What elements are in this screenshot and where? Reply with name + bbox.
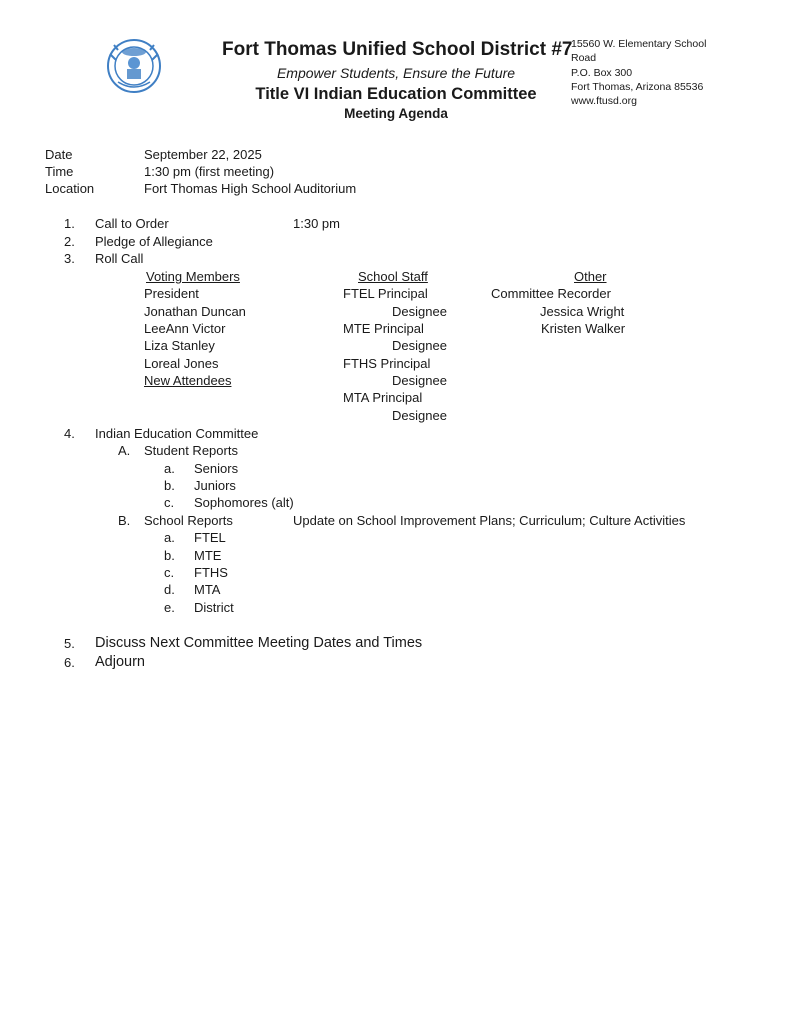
agenda-item-roll-call: Roll Call bbox=[95, 251, 144, 266]
student-report-item: Seniors bbox=[194, 461, 239, 476]
time-value: 1:30 pm (first meeting) bbox=[144, 164, 275, 179]
sub-letter: b. bbox=[164, 478, 175, 493]
staff-role: MTE Principal bbox=[343, 321, 424, 336]
location-label: Location bbox=[45, 181, 95, 196]
staff-role: MTA Principal bbox=[343, 390, 423, 405]
district-name: Fort Thomas Unified School District #7 bbox=[222, 39, 573, 60]
staff-designee: Designee bbox=[392, 408, 447, 423]
school-reports-heading: School Reports bbox=[144, 513, 233, 528]
section-letter: B. bbox=[118, 513, 131, 528]
agenda-item-number: 4. bbox=[64, 426, 75, 441]
sub-letter: a. bbox=[164, 461, 175, 476]
address-line: P.O. Box 300 bbox=[571, 67, 633, 79]
sub-letter: d. bbox=[164, 582, 175, 597]
agenda-item-pledge: Pledge of Allegiance bbox=[95, 234, 213, 249]
school-report-item: FTEL bbox=[194, 530, 226, 545]
school-report-item: FTHS bbox=[194, 565, 228, 580]
agenda-item-next-meeting: Discuss Next Committee Meeting Dates and Times bbox=[95, 635, 423, 651]
voting-member: Liza Stanley bbox=[144, 338, 215, 353]
staff-designee: Designee bbox=[392, 373, 447, 388]
sub-letter: c. bbox=[164, 495, 175, 510]
location-value: Fort Thomas High School Auditorium bbox=[144, 181, 357, 196]
document-type: Meeting Agenda bbox=[344, 106, 448, 121]
staff-role: FTHS Principal bbox=[343, 356, 431, 371]
voting-members-header: Voting Members bbox=[146, 269, 240, 284]
time-label: Time bbox=[45, 164, 74, 179]
sub-letter: c. bbox=[164, 565, 175, 580]
agenda-item-number: 5. bbox=[64, 636, 75, 651]
other-member: Jessica Wright bbox=[540, 304, 625, 319]
address-line: Fort Thomas, Arizona 85536 bbox=[571, 81, 704, 93]
agenda-item-number: 6. bbox=[64, 655, 75, 670]
date-label: Date bbox=[45, 147, 73, 162]
school-staff-header: School Staff bbox=[358, 269, 428, 284]
student-report-item: Juniors bbox=[194, 478, 236, 493]
school-reports-note: Update on School Improvement Plans; Curriculum; Culture Activities bbox=[293, 513, 686, 528]
other-member: Kristen Walker bbox=[541, 321, 626, 336]
student-reports-heading: Student Reports bbox=[144, 443, 238, 458]
address-line: 15560 W. Elementary School bbox=[571, 38, 707, 50]
motto: Empower Students, Ensure the Future bbox=[276, 65, 516, 81]
agenda-item-indian-education-committee: Indian Education Committee bbox=[95, 426, 259, 441]
staff-role: FTEL Principal bbox=[343, 286, 428, 301]
date-value: September 22, 2025 bbox=[144, 147, 262, 162]
call-to-order-time: 1:30 pm bbox=[293, 216, 340, 231]
school-report-item: District bbox=[194, 600, 234, 615]
district-seal-logo bbox=[106, 38, 162, 94]
voting-member: LeeAnn Victor bbox=[144, 321, 226, 336]
other-header: Other bbox=[574, 269, 607, 284]
other-role: Committee Recorder bbox=[491, 286, 611, 301]
website-link[interactable]: www.ftusd.org bbox=[571, 95, 637, 107]
agenda-item-number: 2. bbox=[64, 234, 75, 249]
sub-letter: a. bbox=[164, 530, 175, 545]
voting-member: Jonathan Duncan bbox=[144, 304, 246, 319]
agenda-item-number: 1. bbox=[64, 216, 75, 231]
sub-letter: b. bbox=[164, 548, 175, 563]
agenda-item-adjourn: Adjourn bbox=[95, 654, 145, 670]
new-attendees-header: New Attendees bbox=[144, 373, 232, 388]
school-report-item: MTA bbox=[194, 582, 221, 597]
voting-member: Loreal Jones bbox=[144, 356, 219, 371]
staff-designee: Designee bbox=[392, 338, 447, 353]
agenda-item-number: 3. bbox=[64, 251, 75, 266]
committee-name: Title VI Indian Education Committee bbox=[255, 85, 537, 103]
agenda-item-call-to-order: Call to Order bbox=[95, 216, 169, 231]
staff-designee: Designee bbox=[392, 304, 447, 319]
section-letter: A. bbox=[118, 443, 131, 458]
student-report-item: Sophomores (alt) bbox=[194, 495, 294, 510]
voting-member: President bbox=[144, 286, 199, 301]
sub-letter: e. bbox=[164, 600, 175, 615]
address-line: Road bbox=[571, 52, 597, 64]
school-report-item: MTE bbox=[194, 548, 222, 563]
